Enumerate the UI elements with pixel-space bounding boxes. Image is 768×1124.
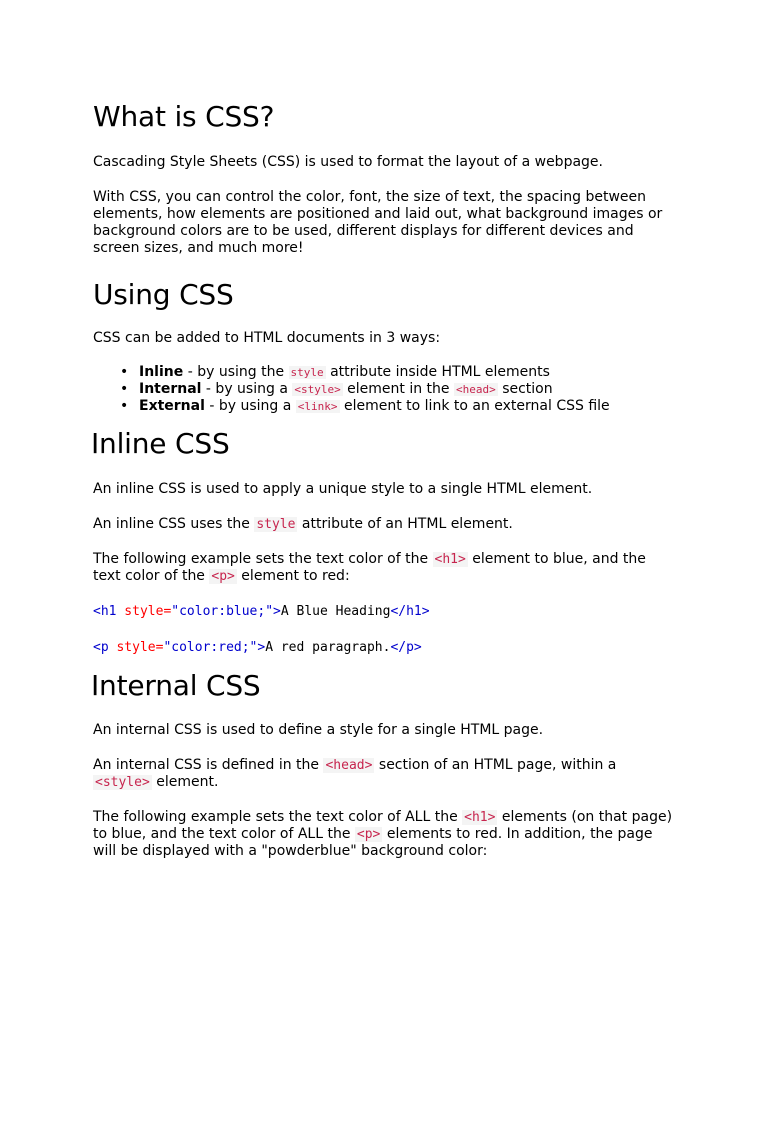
- code-example-blue-heading: [93, 603, 676, 620]
- code-tag: </h1>: [390, 604, 430, 619]
- text-segment: An internal CSS is defined in the: [93, 757, 324, 773]
- paragraph-inline-style-attribute: [93, 516, 676, 533]
- term-internal: Internal: [139, 381, 202, 397]
- heading-inline-css: Inline CSS: [91, 427, 230, 460]
- text-segment: elements (on that page) to blue, and the text color of ALL the: [93, 809, 673, 842]
- text-segment: element to blue, and the text color of the: [93, 551, 646, 584]
- code-tag: <h1: [93, 604, 117, 619]
- term-external: External: [139, 398, 205, 414]
- inline-code-head-tag: <head>: [456, 383, 496, 396]
- text-segment: section: [497, 381, 553, 397]
- text-segment: - by using a: [201, 381, 293, 397]
- text-segment: elements to red. In addition, the page will be displayed with a "powderblue" background color:: [93, 826, 653, 859]
- inline-code-style: style: [290, 366, 324, 379]
- code-tag: <p: [93, 640, 109, 655]
- inline-code-head-tag: <head>: [325, 758, 373, 773]
- paragraph-inline-example-intro: [93, 551, 676, 585]
- list-item-inline: [120, 364, 676, 381]
- document-page: [0, 100, 768, 1124]
- heading-what-is-css: What is CSS?: [93, 100, 275, 133]
- inline-code-link-tag: <link>: [297, 400, 338, 413]
- term-inline: Inline: [139, 364, 184, 380]
- text-segment: attribute inside HTML elements: [325, 364, 550, 380]
- inline-code-style-tag: <style>: [294, 383, 341, 396]
- text-segment: - by using the: [183, 364, 289, 380]
- code-tag: </p>: [390, 640, 422, 655]
- text-segment: attribute of an HTML element.: [297, 516, 513, 532]
- code-tag: >: [257, 640, 266, 655]
- text-segment: element in the: [342, 381, 454, 397]
- text-segment: The following example sets the text color of ALL the: [93, 809, 463, 825]
- text-segment: section of an HTML page, within a: [374, 757, 617, 773]
- text-segment: element to red:: [236, 568, 350, 584]
- code-value: "color:red;": [163, 640, 258, 655]
- code-example-red-paragraph: [93, 639, 676, 656]
- inline-code-h1-tag: <h1>: [434, 552, 466, 567]
- inline-code-p-tag: <p>: [356, 827, 381, 842]
- paragraph-css-capabilities: With CSS, you can control the color, font, the size of text, the spacing between elements, how elements are positioned and laid out, what background images or background colors are to be used, different displays for different devices and screen sizes, and much more!: [93, 189, 663, 256]
- code-tag: >: [273, 604, 281, 619]
- text-segment: - by using a: [204, 398, 296, 414]
- paragraph-internal-definition: An internal CSS is used to define a style for a single HTML page.: [93, 722, 544, 738]
- paragraph-css-ways-intro: CSS can be added to HTML documents in 3 ways:: [93, 330, 441, 346]
- heading-internal-css: Internal CSS: [91, 669, 261, 702]
- inline-code-p-tag: <p>: [211, 569, 235, 584]
- paragraph-inline-definition: An inline CSS is used to apply a unique style to a single HTML element.: [93, 481, 593, 497]
- text-segment: element.: [151, 774, 219, 790]
- inline-code-style-tag: <style>: [95, 775, 150, 790]
- heading-using-css: Using CSS: [93, 278, 234, 311]
- paragraph-css-definition: Cascading Style Sheets (CSS) is used to format the layout of a webpage.: [93, 154, 603, 170]
- code-text: A red paragraph.: [265, 640, 391, 655]
- text-segment: An inline CSS uses the: [93, 516, 255, 532]
- text-segment: The following example sets the text color of the: [93, 551, 433, 567]
- list-item-internal: [120, 381, 676, 398]
- code-attribute: style=: [108, 640, 164, 655]
- list-item-external: [120, 398, 676, 415]
- paragraph-internal-location: [93, 757, 676, 791]
- code-text: A Blue Heading: [280, 604, 391, 619]
- code-attribute: style=: [116, 604, 172, 619]
- css-ways-list: [93, 364, 676, 415]
- inline-code-style: style: [256, 517, 296, 532]
- inline-code-h1-tag: <h1>: [464, 810, 496, 825]
- paragraph-internal-example-intro: [93, 809, 676, 860]
- text-segment: element to link to an external CSS file: [339, 398, 610, 414]
- code-value: "color:blue;": [171, 604, 274, 619]
